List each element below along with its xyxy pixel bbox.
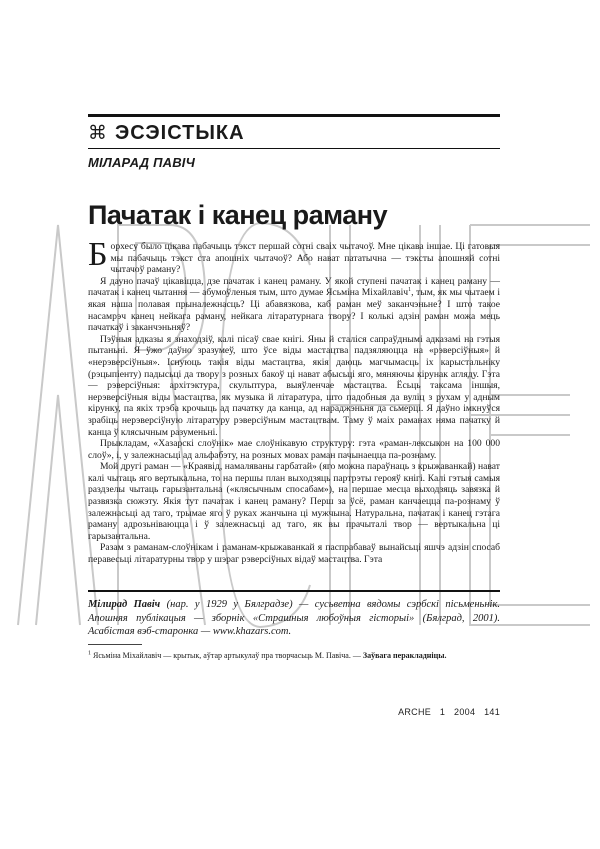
paragraph-text: Пэўныя адказы я знаходзіў, калі пісаў свае кнігі. Яны й сталіся сапраўднымі адказамі на гэтыя пытаньні. Я ўжо даўно зразумеў, што ўсе віды мастацтва падзяляюцца на «рэверсіўныя» й «нерэверсіўныя». Існуюць такія віды мастацтва, якія даюць магчымасць іх карыстальніку (рэцыпіенту) падысьці да твору з розных бакоў ці нават абысьці яго, мяняючы кірунак агляду. Гэта — рэверсіўныя: архітэктура, скульптура, выяўленчае мастацтва. Ёсьць таксама іншыя, нерэверсіўныя віды мастацтва, як музыка й літаратура, што падобныя да вуліц з рухам у адным кірунку, па якіх трэба крочыць ад пачатку да канца, ад нараджэньня да сьмерці. Я даўно імкнуўся зрабіць нерэверсіўную літаратуру рэверсіўным мастацтвам. Таму ў маіх раманах няма пачатку й канца ў клясычным разуменьні. <box>88 333 500 438</box>
footnote-text: Ясьміна Міхайлавіч — крытык, аўтар артыкулаў пра творчасьць М. Павіча. — <box>91 651 363 660</box>
paragraph-text: Мой другі раман — «Краявід, намаляваны гарбатай» (яго можна параўнаць з крыжаванкай) нават калі чытаць яго вертыкальна, то на першы план выходзяць партрэты герояў кнігі. Калі гэтыя самыя раздзелы чытаць гарызантальна («клясычным спосабам»), на першае месца выходзяць завязка й развязка сюжэту. Якія тут пачатак і канец раману? Перш за ўсё, раман канчаецца па-рознаму ў залежнасьці ад таго, трымае яго ў руках жанчына ці мужчына. Натуральна, пачатак і канец гэтага раману адрозьніваюцца і ў залежнасьці ад таго, як вы прачыталі твор — вертыкальна ці гарызантальна. <box>88 461 500 542</box>
magazine-name: ARCHE <box>398 707 432 717</box>
page-footer <box>380 707 500 717</box>
author-bio <box>88 598 500 639</box>
paragraph-text: Прыкладам, «Хазарскі слоўнік» мае слоўнікавую структуру: гэта «раман-лексыкон на 100 000 слоў», і, у залежнасьці ад альфабэту, на розных мовах раман пачынаецца па-рознаму. <box>88 438 500 461</box>
article-title: Пачатак і канец раману <box>88 200 388 230</box>
paragraph-2 <box>88 276 500 334</box>
ornament-icon: ⌘ <box>88 121 107 144</box>
paragraph-5 <box>88 461 500 542</box>
footnote-number: 1 <box>88 650 91 657</box>
translator-note: Заўвага перакладніцы. <box>362 651 447 660</box>
paragraph-4 <box>88 438 500 461</box>
article-body <box>88 236 500 566</box>
footnote-rule <box>88 644 142 645</box>
author-name: МІЛАРАД ПАВІЧ <box>88 155 196 170</box>
header-bottom-rule <box>88 148 500 149</box>
bio-text: (нар. у 1929 у Бялградзе) — сусьветна вядомы сэрбскі пісьменьнік. Апошняя публікацыя — зборнік «Страшныя любоўныя гісторыі» (Бялград, 2001). Асабістая вэб-старонка — www.khazars.com. <box>88 599 500 637</box>
footnote <box>88 651 500 661</box>
section-title: ЭСЭІСТЫКА <box>115 121 245 144</box>
page-number: 141 <box>484 707 500 717</box>
paragraph-text: Разам з раманам-слоўнікам і раманам-крыжаванкай я паспрабаваў вынайсьці яшчэ адзін спосаб перавесьці літаратурны твор у шэраг рэверсіўных відаў мастацтва. Гэта <box>88 542 500 566</box>
footnote-marker[interactable]: 1 <box>408 287 412 294</box>
bio-name: Мілирад Павіч <box>88 599 161 610</box>
issue-number: 1 <box>439 707 446 717</box>
header-top-rule <box>88 114 500 117</box>
paragraph-text: Я дауно пачаў цікавіцца, дзе пачатак і канец раману. У якой ступені пачатак і канец раману — пачатак і канец чытання — абумоўленыя тым, што думае Ясьміна Міхайлавіч <box>88 275 500 299</box>
dropcap: Б <box>88 236 108 273</box>
section-header <box>88 120 500 146</box>
paragraph-text: , тым, як мы чытаем і якая наша полавая прыналежнасць? Ці абавязкова, каб раман меў заканчэньне? І што такое насамрэч канец нейкага раману, нейкага літаратурнага твору? І колькі адзін раман можа мець пачаткаў і заканчэньняў? <box>88 287 500 334</box>
paragraph-1 <box>88 236 500 276</box>
paragraph-3 <box>88 334 500 438</box>
issue-year: 2004 <box>454 707 476 717</box>
paragraph-text: орхесу было цікава пабачыць тэкст першай сотні сваіх чытачоў. Мне цікава іншае. Ці гатовыя мы пабачыць тэкст ста апошніх чытачоў? Або нават пататычна — тэксты апошняй сотні чытачоў раману? <box>110 241 500 276</box>
paragraph-6 <box>88 542 500 565</box>
bio-rule <box>88 590 500 592</box>
